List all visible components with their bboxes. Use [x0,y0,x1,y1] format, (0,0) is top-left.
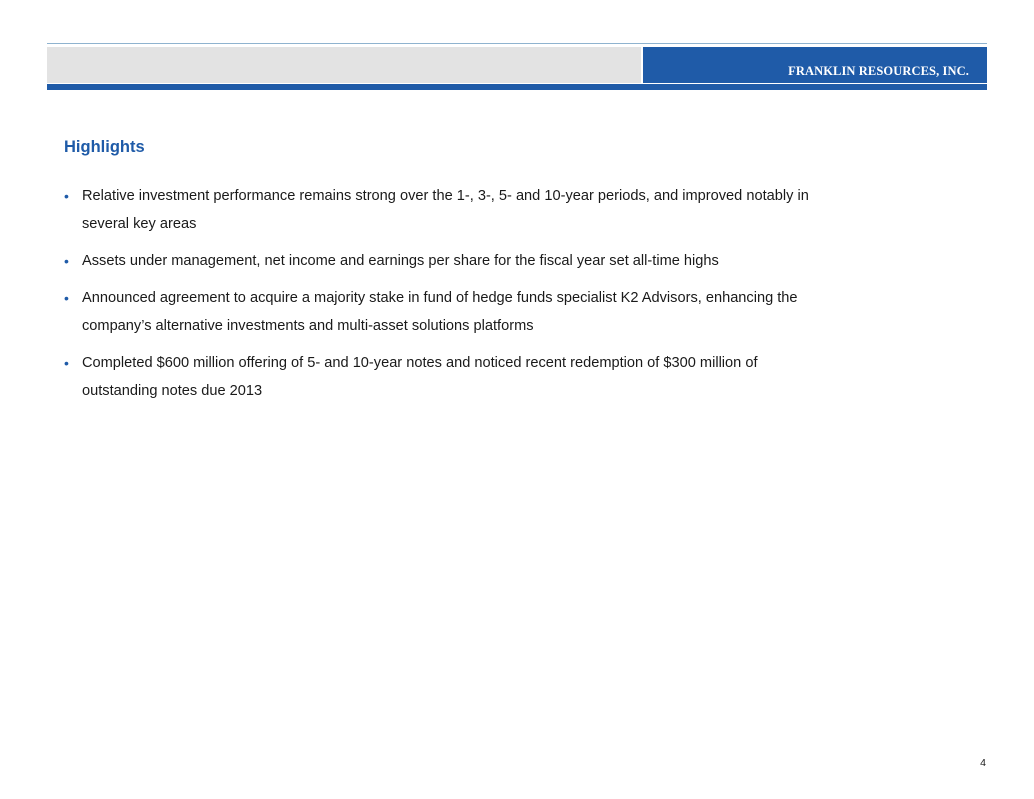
header-top-rule [47,43,987,44]
list-item-text: Assets under management, net income and earnings per share for the fiscal year set all-time highs [82,253,719,269]
company-name: FRANKLIN RESOURCES, INC. [788,64,969,78]
page-title: Highlights [64,138,145,156]
bullet-icon: • [64,290,69,306]
list-item-text: Announced agreement to acquire a majority stake in fund of hedge funds specialist K2 Advisors, enhancing the company’s alternative investments and multi-asset solutions platforms [82,290,798,334]
list-item [64,349,834,405]
bullet-icon: • [64,188,69,204]
highlights-list [64,182,834,414]
list-item [64,284,834,340]
bullet-icon: • [64,355,69,371]
list-item [64,247,834,275]
page-number: 4 [980,757,986,769]
bullet-icon: • [64,253,69,269]
header-brand-band [643,47,987,83]
list-item-text: Relative investment performance remains strong over the 1-, 3-, 5- and 10-year periods, and improved notably in several key areas [82,188,809,232]
header-gray-band [47,47,641,83]
list-item-text: Completed $600 million offering of 5- and 10-year notes and noticed recent redemption of $300 million of outstanding notes due 2013 [82,355,758,399]
list-item [64,182,834,238]
header-underline [47,84,987,90]
